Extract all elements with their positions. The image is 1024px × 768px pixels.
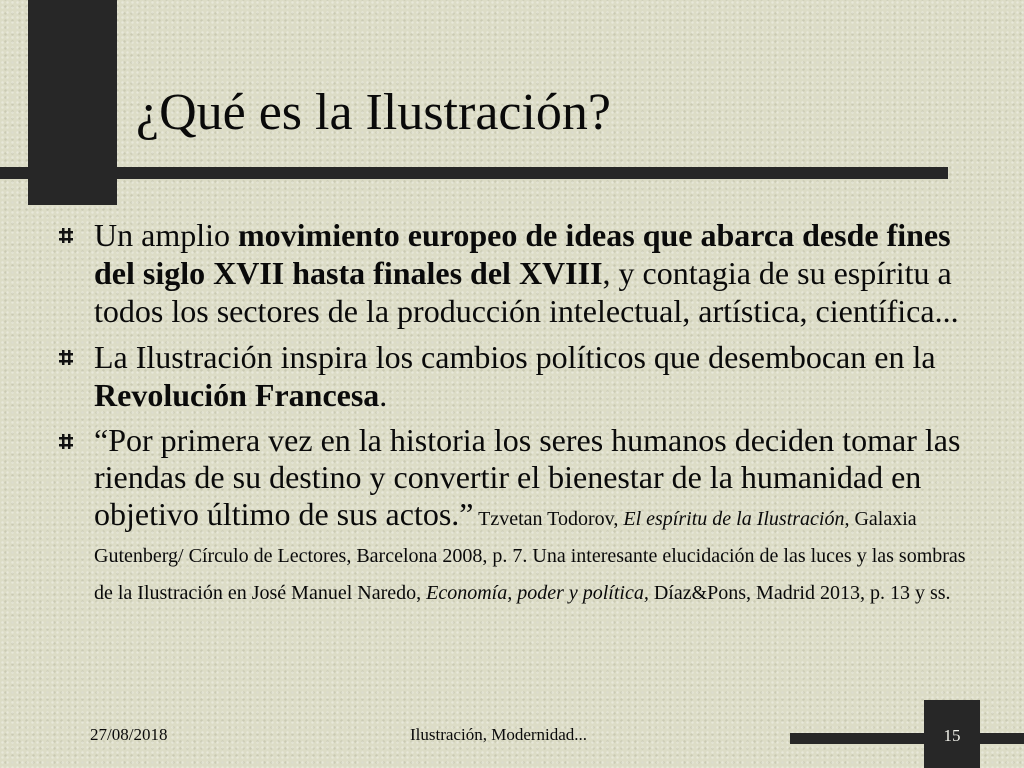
bullet-text: La Ilustración inspira los cambios políticos que desembocan en la bbox=[94, 339, 936, 375]
bullet-hash-icon bbox=[59, 434, 73, 449]
bullet-item bbox=[56, 338, 986, 414]
bullet-hash-icon bbox=[59, 228, 73, 243]
citation-publisher: Galaxia Gutenberg/ Círculo de Lectores, Barcelona 2008, p. 7. Una interesante elucidación de las luces y las sombras de la Ilustración en José Manuel Naredo, bbox=[94, 508, 966, 604]
bullet-bold-text: Revolución Francesa bbox=[94, 377, 380, 413]
citation-book-title: El espíritu de la Ilustración, bbox=[623, 508, 850, 530]
slide-title: ¿Qué es la Ilustración? bbox=[136, 84, 612, 141]
bullet-item bbox=[56, 216, 986, 330]
quote-text: “Por primera vez en la historia los seres humanos deciden tomar las riendas de su destino y convertir el bienestar de la humanidad en objetivo último de sus actos.” bbox=[94, 422, 961, 532]
footer-date: 27/08/2018 bbox=[90, 725, 168, 744]
footer-title: Ilustración, Modernidad... bbox=[410, 725, 588, 744]
slide-body bbox=[56, 216, 986, 615]
citation-book-title-2: Economía, poder y política, bbox=[426, 582, 649, 604]
bullet-hash-icon bbox=[59, 350, 73, 365]
citation-end: Díaz&Pons, Madrid 2013, p. 13 y ss. bbox=[648, 582, 951, 604]
title-underline-bar bbox=[0, 167, 948, 179]
bullet-text: , y contagia de su espíritu a todos los sectores de la producción intelectual, artística, científica... bbox=[94, 255, 959, 329]
bullet-text: Un amplio bbox=[94, 217, 238, 253]
page-number: 15 bbox=[924, 700, 980, 768]
bullet-item bbox=[56, 422, 986, 607]
bullet-bold-text: movimiento europeo de ideas que abarca desde fines del siglo XVII hasta finales del XVIII bbox=[94, 217, 951, 291]
footer-decorative-bar bbox=[790, 733, 1024, 744]
citation-author: Tzvetan Todorov, bbox=[473, 508, 624, 530]
bullet-text: . bbox=[379, 377, 388, 413]
